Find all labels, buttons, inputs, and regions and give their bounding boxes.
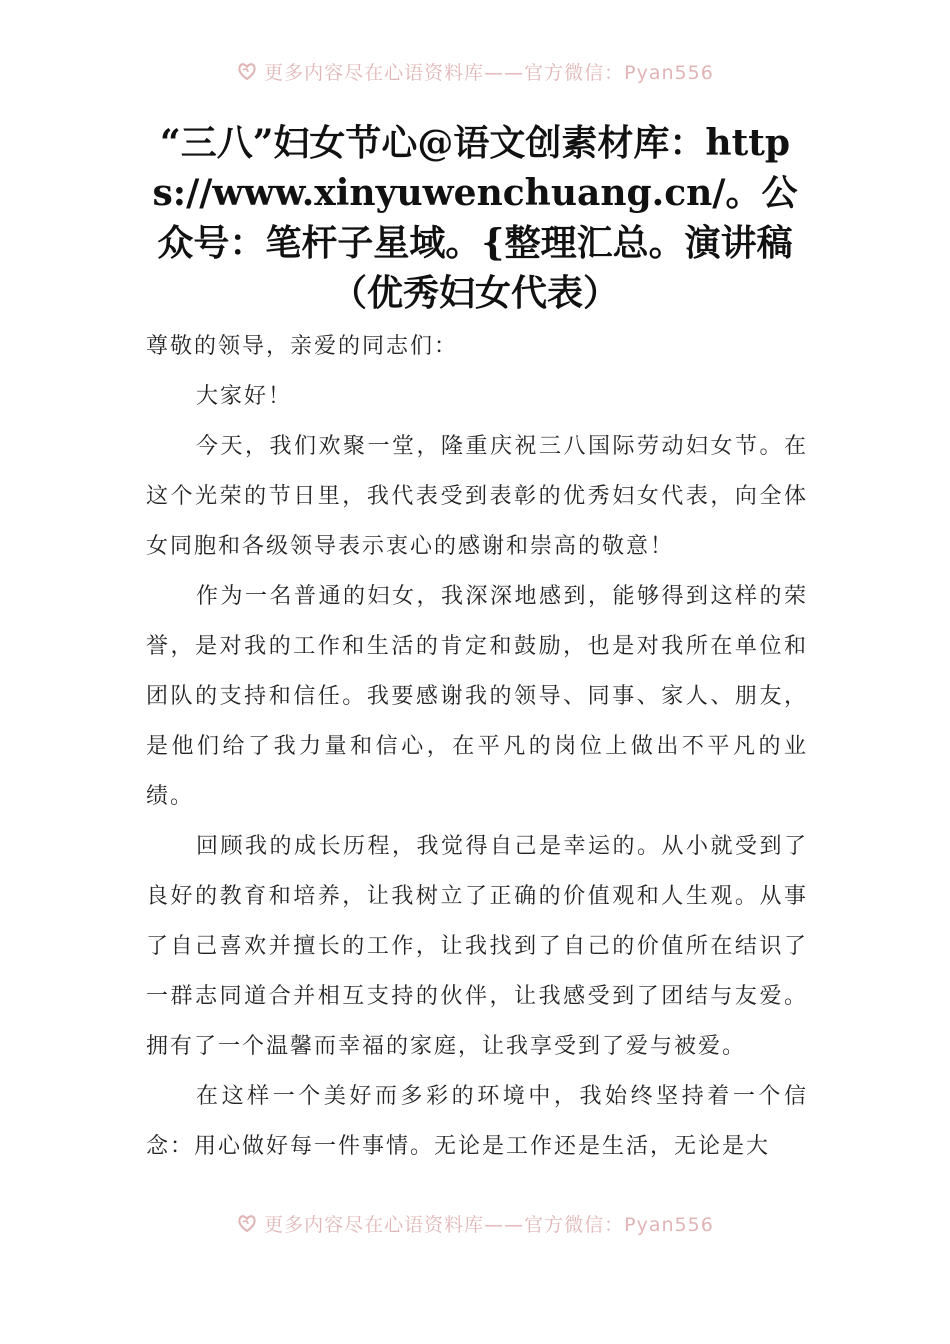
- paragraph-3: 回顾我的成长历程，我觉得自己是幸运的。从小就受到了良好的教育和培养，让我树立了正确的价值观和人生观。从事了自己喜欢并擅长的工作，让我找到了自己的价值所在结识了一群志同道合并相互支持的伙伴，让我感受到了团结与友爱。拥有了一个温馨而幸福的家庭，让我享受到了爱与被爱。: [146, 834, 808, 1059]
- paragraph-2: 作为一名普通的妇女，我深深地感到，能够得到这样的荣誉，是对我的工作和生活的肯定和鼓励，也是对我所在单位和团队的支持和信任。我要感谢我的领导、同事、家人、朋友，是他们给了我力量和信心，在平凡的岗位上做出不平凡的业绩。: [146, 584, 808, 809]
- greeting: 大家好！: [196, 384, 293, 409]
- heart-swirl-logo-icon: [236, 60, 258, 82]
- salutation: 尊敬的领导，亲爱的同志们：: [146, 334, 459, 359]
- document-body: [146, 322, 808, 1172]
- watermark-text: 更多内容尽在心语资料库——官方微信：Pyan556: [264, 1213, 714, 1236]
- paragraph-4: 在这样一个美好而多彩的环境中，我始终坚持着一个信念：用心做好每一件事情。无论是工作还是生活，无论是大: [146, 1084, 808, 1159]
- heart-swirl-logo-icon: [236, 1212, 258, 1234]
- watermark-footer: [0, 1208, 950, 1238]
- watermark-text: 更多内容尽在心语资料库——官方微信：Pyan556: [264, 61, 714, 84]
- watermark-header: [0, 56, 950, 86]
- paragraph-1: 今天，我们欢聚一堂，隆重庆祝三八国际劳动妇女节。在这个光荣的节日里，我代表受到表彰的优秀妇女代表，向全体女同胞和各级领导表示衷心的感谢和崇高的敬意！: [146, 434, 808, 559]
- document-title: “三八”妇女节心@语文创素材库：https://www.xinyuwenchuang.cn/。公众号：笔杆子星域。{整理汇总。演讲稿（优秀妇女代表）: [152, 122, 798, 314]
